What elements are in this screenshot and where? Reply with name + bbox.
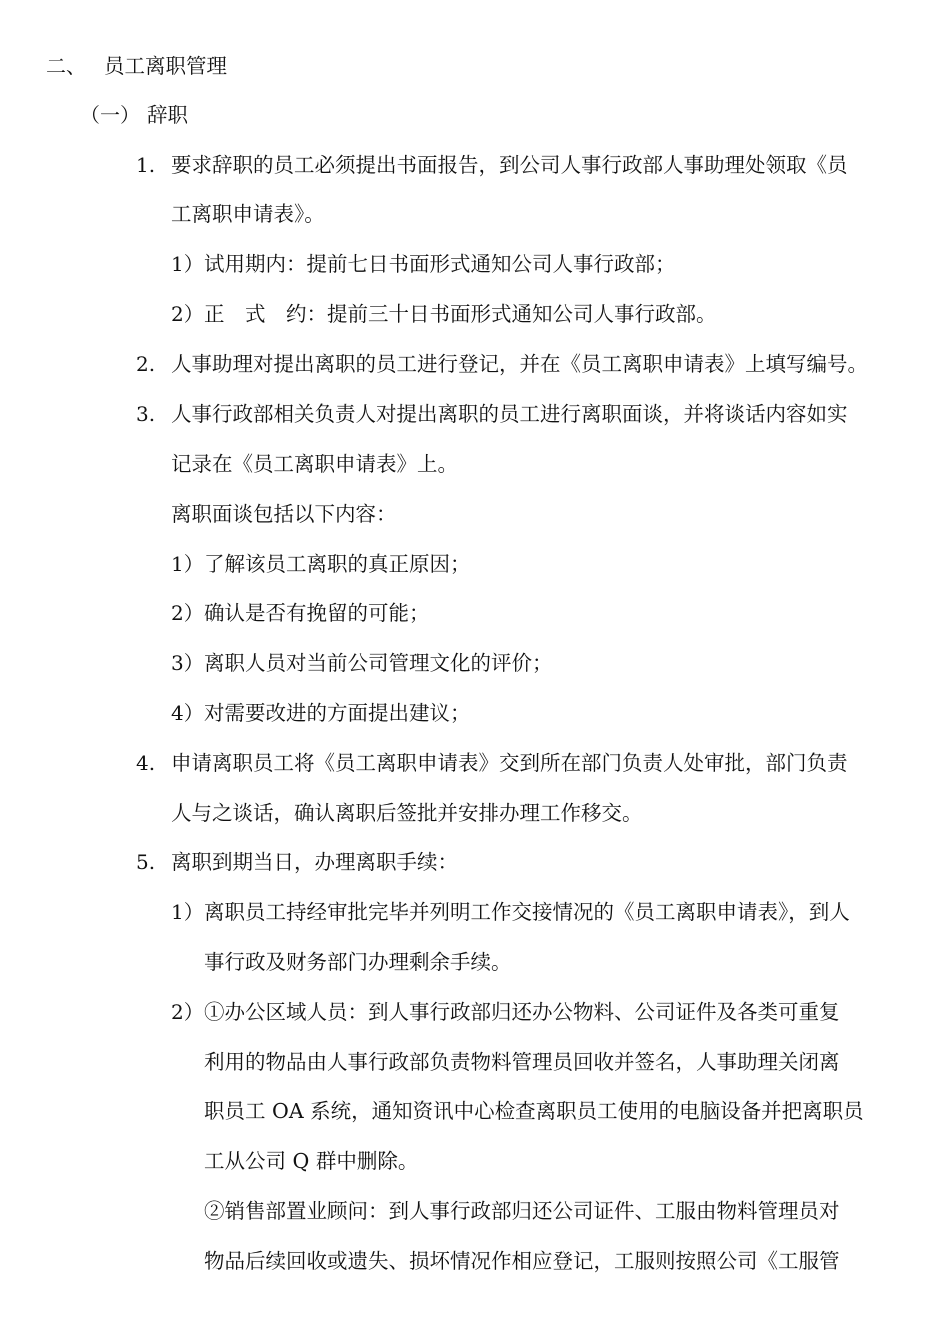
subitem-text-line: 正 式 约：提前三十日书面形式通知公司人事行政部。 [204, 302, 717, 326]
subitem-text-line: 了解该员工离职的真正原因； [204, 552, 471, 576]
subitem-number: 2） [171, 1000, 204, 1024]
subitem-text-line: 物品后续回收或遗失、损坏情况作相应登记，工服则按照公司《工服管 [204, 1249, 840, 1273]
item-text-line: 人事行政部相关负责人对提出离职的员工进行离职面谈，并将谈话内容如实 [171, 402, 848, 426]
section-title: 员工离职管理 [104, 54, 227, 78]
item-text-line: 工离职申请表》。 [171, 202, 325, 226]
subitem-text-line: ②销售部置业顾问：到人事行政部归还公司证件、工服由物料管理员对 [204, 1199, 840, 1223]
item-number: 4. [136, 751, 156, 775]
subitem-number: 1） [171, 552, 204, 576]
item-text-line: 要求辞职的员工必须提出书面报告，到公司人事行政部人事助理处领取《员 [171, 153, 848, 177]
item-text-line: 人事助理对提出离职的员工进行登记，并在《员工离职申请表》上填写编号。 [171, 352, 868, 376]
subitem-text-line: 利用的物品由人事行政部负责物料管理员回收并签名，人事助理关闭离 [204, 1050, 840, 1074]
item-text-line: 离职到期当日，办理离职手续： [171, 850, 458, 874]
subitem-number: 4） [171, 701, 204, 725]
subitem-text-line: 职员工 OA 系统，通知资讯中心检查离职员工使用的电脑设备并把离职员 [204, 1099, 864, 1123]
subitem-text-line: 试用期内：提前七日书面形式通知公司人事行政部； [204, 252, 676, 276]
item-number: 1. [136, 153, 156, 177]
item-number: 5. [136, 850, 156, 874]
subitem-text-line: 确认是否有挽留的可能； [204, 601, 430, 625]
item-number: 3. [136, 402, 156, 426]
subsection-number: （一） [80, 103, 140, 127]
section-number: 二、 [46, 54, 86, 78]
subitem-number: 2） [171, 601, 204, 625]
subitem-text-line: 事行政及财务部门办理剩余手续。 [204, 950, 512, 974]
subitem-number: 1） [171, 252, 204, 276]
subitem-number: 1） [171, 900, 204, 924]
item-text-line: 申请离职员工将《员工离职申请表》交到所在部门负责人处审批，部门负责 [171, 751, 848, 775]
subitem-text-line: 离职员工持经审批完毕并列明工作交接情况的《员工离职申请表》，到人 [204, 900, 850, 924]
subitem-number: 3） [171, 651, 204, 675]
item-number: 2. [136, 352, 156, 376]
subsection-title: 辞职 [147, 103, 188, 127]
subitem-text-line: 工从公司 Q 群中删除。 [204, 1149, 419, 1173]
subitem-text-line: ①办公区域人员：到人事行政部归还办公物料、公司证件及各类可重复 [204, 1000, 840, 1024]
subitem-text-line: 对需要改进的方面提出建议； [204, 701, 471, 725]
item-note: 离职面谈包括以下内容： [171, 502, 397, 526]
item-text-line: 人与之谈话，确认离职后签批并安排办理工作移交。 [171, 801, 643, 825]
subitem-number: 2） [171, 302, 204, 326]
item-text-line: 记录在《员工离职申请表》上。 [171, 452, 458, 476]
subitem-text-line: 离职人员对当前公司管理文化的评价； [204, 651, 553, 675]
